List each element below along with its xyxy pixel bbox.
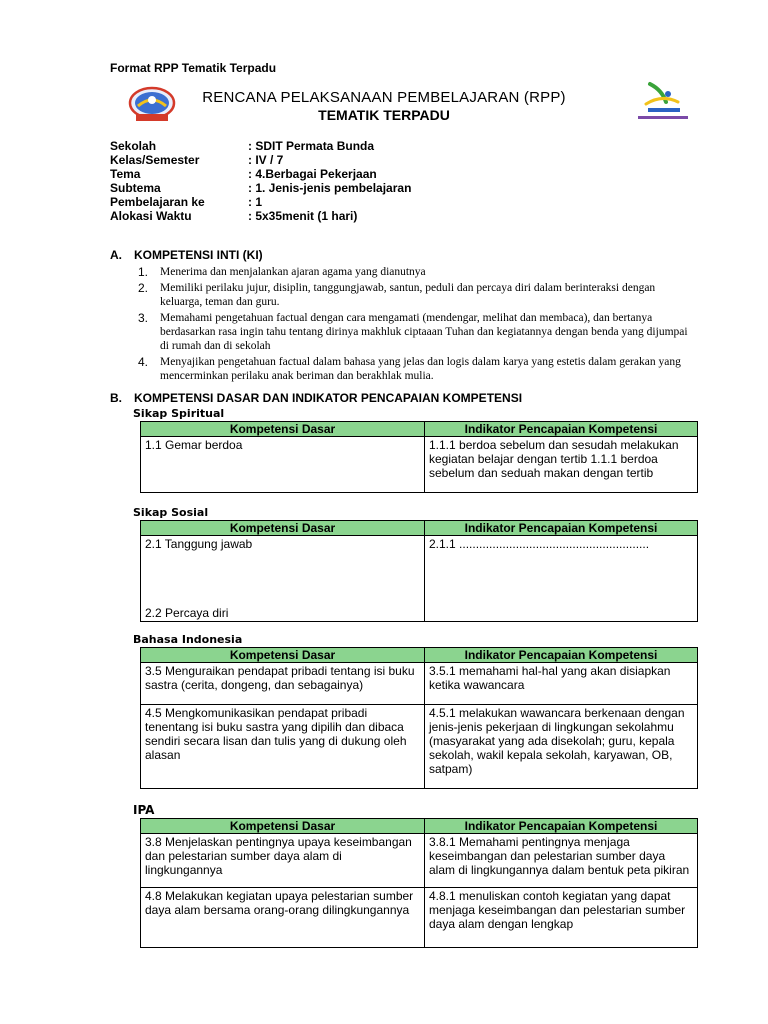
kd-tanggung-jawab: 2.1 Tanggung jawab [145, 537, 253, 551]
section-a-heading: A. KOMPETENSI INTI (KI) [110, 248, 263, 262]
ipk-cell: 4.5.1 melakukan wawancara berkenaan dengan jenis-jenis pekerjaan di lingkungan sekolahmu (masyarakat yang ada disekolah; guru, kepala sekolah, wakil kepala sekolah, karyawan, OB, satpam) [425, 705, 698, 789]
info-row-sekolah: Sekolah : SDIT Permata Bunda [110, 139, 375, 153]
label-ipa: IPA [133, 803, 155, 817]
ipk-cell: 2.1.1 ......................................................... [425, 536, 698, 622]
table-ipa [140, 818, 698, 948]
rpp-title: RENCANA PELAKSANAAN PEMBELAJARAN (RPP) [202, 89, 566, 106]
col-header-kd: Kompetensi Dasar [141, 648, 425, 663]
info-row-kelas: Kelas/Semester : IV / 7 [110, 153, 284, 167]
table-row [141, 888, 698, 948]
info-row-subtema: Subtema : 1. Jenis-jenis pembelajaran [110, 181, 412, 195]
kd-cell: 4.8 Melakukan kegiatan upaya pelestarian sumber daya alam bersama orang-orang dilingkungannya [141, 888, 425, 948]
info-row-pembelajaran: Pembelajaran ke : 1 [110, 195, 263, 209]
kd-cell: 4.5 Mengkomunikasikan pendapat pribadi tenentang isi buku sastra yang dipilih dan dibaca sendiri secara lisan dan tulis yang di dukung oleh alasan [141, 705, 425, 789]
col-header-ipk: Indikator Pencapaian Kompetensi [425, 819, 698, 834]
col-header-ipk: Indikator Pencapaian Kompetensi [425, 648, 698, 663]
table-bahasa-indonesia [140, 647, 698, 789]
info-row-alokasi: Alokasi Waktu : 5x35menit (1 hari) [110, 209, 358, 223]
ipk-cell: 4.8.1 menuliskan contoh kegiatan yang dapat menjaga keseimbangan dan pelestarian sumber daya alam dengan lengkap [425, 888, 698, 948]
list-item: 1. Menerima dan menjalankan ajaran agama yang dianutnya [138, 265, 426, 279]
table-sikap-sosial [140, 520, 698, 622]
list-item: 3. Memahami pengetahuan factual dengan cara mengamati (mendengar, melihat dan membaca), dan bertanya berdasarkan rasa ingin tahu tentang dirinya makhluk ciptaaan Tuhan dan kegiatannya dengan benda yang dijumpai di rumah dan di sekolah [138, 311, 688, 352]
label-sikap-sosial: Sikap Sosial [133, 506, 209, 519]
table-row [141, 705, 698, 789]
section-b-heading: B. KOMPETENSI DASAR DAN INDIKATOR PENCAPAIAN KOMPETENSI [110, 391, 523, 405]
list-item: 2. Memiliki perilaku jujur, disiplin, tanggungjawab, santun, peduli dan percaya diri dalam berinteraksi dengan keluarga, teman dan guru. [138, 281, 656, 308]
ki-list [138, 265, 698, 385]
format-title: Format RPP Tematik Terpadu [110, 61, 277, 75]
table-row [141, 437, 698, 493]
col-header-kd: Kompetensi Dasar [141, 819, 425, 834]
list-item: 4. Menyajikan pengetahuan factual dalam bahasa yang jelas dan logis dalam karya yang estetis dalam gerakan yang mencerminkan perilaku anak beriman dan berakhlak mulia. [138, 355, 681, 382]
ipk-cell: 1.1.1 berdoa sebelum dan sesudah melakukan kegiatan belajar dengan tertib 1.1.1 berdoa sebelum dan seduah makan dengan tertib [425, 437, 698, 493]
col-header-ipk: Indikator Pencapaian Kompetensi [425, 521, 698, 536]
info-block [110, 139, 411, 223]
table-row [141, 536, 698, 622]
info-row-tema: Tema : 4.Berbagai Pekerjaan [110, 167, 377, 181]
col-header-ipk: Indikator Pencapaian Kompetensi [425, 422, 698, 437]
kd-cell: 1.1 Gemar berdoa [141, 437, 425, 493]
kd-percaya-diri: 2.2 Percaya diri [145, 606, 229, 620]
col-header-kd: Kompetensi Dasar [141, 422, 425, 437]
label-sikap-spiritual: Sikap Spiritual [133, 407, 225, 420]
kd-cell: 3.8 Menjelaskan pentingnya upaya keseimbangan dan pelestarian sumber daya alam di lingkungannya [141, 834, 425, 888]
rpp-subtitle: TEMATIK TERPADU [318, 107, 450, 123]
ipk-cell: 3.8.1 Memahami pentingnya menjaga keseimbangan dan pelestarian sumber daya alam di lingkungannya dalam bentuk peta pikiran [425, 834, 698, 888]
table-row [141, 663, 698, 705]
col-header-kd: Kompetensi Dasar [141, 521, 425, 536]
label-bahasa-indonesia: Bahasa Indonesia [133, 633, 243, 646]
jsit-logo [632, 80, 694, 126]
table-row [141, 834, 698, 888]
kd-cell [141, 536, 425, 622]
kd-cell: 3.5 Menguraikan pendapat pribadi tentang isi buku sastra (cerita, dongeng, dan sebagainya) [141, 663, 425, 705]
ipk-cell: 3.5.1 memahami hal-hal yang akan disiapkan ketika wawancara [425, 663, 698, 705]
table-sikap-spiritual [140, 421, 698, 493]
